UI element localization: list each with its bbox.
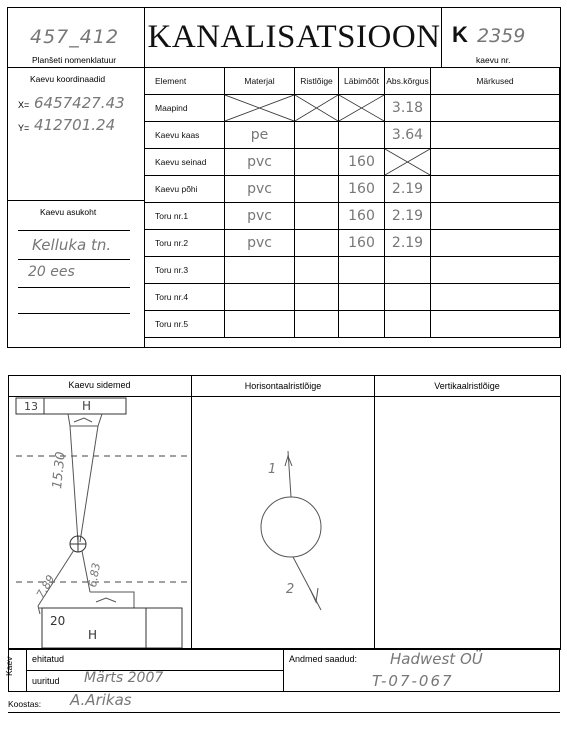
handwritten-value: pe <box>250 127 269 143</box>
header-material: Materjal <box>225 68 295 95</box>
row-cell-labimoot <box>339 230 385 257</box>
well-number-label: kaevu nr. <box>476 55 511 65</box>
row-cell-ristloige <box>295 230 339 257</box>
divider <box>7 200 145 201</box>
row-cell-ristloige <box>295 176 339 203</box>
connections-sketch <box>8 396 191 648</box>
top-house-letter: H <box>82 399 92 413</box>
x-coordinate-value: 6457427.43 <box>34 94 125 112</box>
right-tie-dimension: 6.83 <box>86 561 104 589</box>
main-tie-dimension: 15.30 <box>50 450 69 490</box>
row-cell-markused <box>431 311 560 338</box>
header-diameter: Läbimõõt <box>339 68 385 95</box>
bottom-house-number: 20 <box>50 614 66 628</box>
header-abs-height: Abs.kõrgus <box>385 68 431 95</box>
row-cell-labimoot <box>339 95 385 122</box>
row-cell-abs <box>385 311 431 338</box>
header-cross-section: Ristlõige <box>295 68 339 95</box>
location-line <box>18 259 130 260</box>
table-row <box>145 311 560 338</box>
divider <box>8 648 560 649</box>
row-element-label: Maapind <box>145 95 225 122</box>
row-cell-markused <box>431 95 560 122</box>
row-element-label: Toru nr.3 <box>145 257 225 284</box>
handwritten-value: 3.18 <box>391 100 424 116</box>
divider <box>283 648 284 692</box>
row-cell-abs <box>385 149 431 176</box>
location-street-handwritten: Kelluka tn. <box>32 236 112 254</box>
row-cell-ristloige <box>295 122 339 149</box>
row-cell-materjal <box>225 95 295 122</box>
row-cell-labimoot <box>339 203 385 230</box>
left-tie-dimension: 7.89 <box>34 572 58 601</box>
row-element-label: Toru nr.1 <box>145 203 225 230</box>
row-cell-abs <box>385 230 431 257</box>
row-element-label: Toru nr.5 <box>145 311 225 338</box>
horizontal-section-sketch <box>192 396 374 648</box>
row-element-label: Toru nr.2 <box>145 230 225 257</box>
row-cell-ristloige <box>295 257 339 284</box>
coordinates-label: Kaevu koordinaadid <box>30 74 106 84</box>
location-label: Kaevu asukoht <box>40 207 97 217</box>
row-cell-labimoot <box>339 149 385 176</box>
well-number-handwritten: 2359 <box>477 25 526 47</box>
row-cell-materjal <box>225 257 295 284</box>
y-prefix: Y= <box>18 123 30 133</box>
row-cell-abs <box>385 257 431 284</box>
vertical-section-heading: Vertikaalristlõige <box>434 381 500 391</box>
surveyed-date-handwritten: Märts 2007 <box>84 670 164 686</box>
table-row <box>145 122 560 149</box>
table-row <box>145 230 560 257</box>
row-cell-markused <box>431 230 560 257</box>
row-element-label: Kaevu kaas <box>145 122 225 149</box>
row-cell-markused <box>431 149 560 176</box>
location-line <box>18 313 130 314</box>
handwritten-value: pvc <box>247 154 272 170</box>
location-line <box>18 230 130 231</box>
handwritten-value: 160 <box>348 181 375 197</box>
x-prefix: X= <box>18 100 30 110</box>
row-cell-materjal <box>225 230 295 257</box>
table-row <box>145 149 560 176</box>
handwritten-value: 2.19 <box>391 235 424 251</box>
row-cell-labimoot <box>339 284 385 311</box>
row-element-label: Kaevu põhi <box>145 176 225 203</box>
header-remarks: Märkused <box>431 68 560 95</box>
row-cell-labimoot <box>339 257 385 284</box>
row-cell-abs <box>385 122 431 149</box>
row-cell-materjal <box>225 203 295 230</box>
row-cell-materjal <box>225 284 295 311</box>
row-cell-abs <box>385 95 431 122</box>
handwritten-value: 160 <box>348 154 375 170</box>
handwritten-value: pvc <box>247 235 272 251</box>
table-row <box>145 95 560 122</box>
row-cell-markused <box>431 284 560 311</box>
row-cell-materjal <box>225 149 295 176</box>
row-cell-ristloige <box>295 203 339 230</box>
pipe-2-label: 2 <box>286 582 295 597</box>
row-cell-abs <box>385 284 431 311</box>
page-title: KANALISATSIOON <box>147 19 441 55</box>
handwritten-value: 2.19 <box>391 181 424 197</box>
data-source-reference: T-07-067 <box>372 672 454 690</box>
well-prefix: K <box>452 22 468 47</box>
row-cell-abs <box>385 203 431 230</box>
divider <box>7 67 145 68</box>
location-detail-handwritten: 20 ees <box>28 264 75 280</box>
handwritten-value: 160 <box>348 208 375 224</box>
compiled-by-handwritten: A.Arikas <box>70 691 132 709</box>
data-source-label: Andmed saadud: <box>289 654 358 664</box>
sheet-number-handwritten: 457_412 <box>30 26 120 48</box>
handwritten-value: pvc <box>247 208 272 224</box>
row-cell-markused <box>431 257 560 284</box>
table-row <box>145 257 560 284</box>
row-cell-ristloige <box>295 95 339 122</box>
horizontal-section-heading: Horisontaalristlõige <box>244 381 322 391</box>
y-coordinate-value: 412701.24 <box>34 116 116 134</box>
row-element-label: Kaevu seinad <box>145 149 225 176</box>
row-cell-abs <box>385 176 431 203</box>
row-cell-labimoot <box>339 176 385 203</box>
well-elements-table <box>144 67 560 338</box>
connections-heading: Kaevu sidemed <box>68 380 131 390</box>
row-cell-markused <box>431 203 560 230</box>
header-element: Element <box>145 68 225 95</box>
table-row <box>145 176 560 203</box>
built-label: ehitatud <box>32 654 65 664</box>
divider <box>374 375 375 649</box>
row-cell-markused <box>431 176 560 203</box>
row-cell-ristloige <box>295 284 339 311</box>
row-cell-labimoot <box>339 311 385 338</box>
pipe-1-label: 1 <box>268 462 277 477</box>
surveyed-label: uuritud <box>32 676 60 686</box>
handwritten-value: 3.64 <box>391 127 424 143</box>
table-header-row <box>145 68 560 95</box>
table-row <box>145 284 560 311</box>
row-element-label: Toru nr.4 <box>145 284 225 311</box>
row-cell-ristloige <box>295 311 339 338</box>
bottom-house-letter: H <box>88 628 98 642</box>
data-source-company: Hadwest OÜ <box>390 650 483 668</box>
row-cell-markused <box>431 122 560 149</box>
handwritten-value: 2.19 <box>391 208 424 224</box>
handwritten-value: pvc <box>247 181 272 197</box>
well-section-label: Kaev <box>4 656 14 676</box>
divider <box>559 648 560 692</box>
row-cell-labimoot <box>339 122 385 149</box>
compiled-by-label: Koostas: <box>8 699 42 709</box>
table-row <box>145 203 560 230</box>
location-line <box>18 287 130 288</box>
table-body <box>145 95 560 338</box>
handwritten-value: 160 <box>348 235 375 251</box>
row-cell-materjal <box>225 176 295 203</box>
row-cell-materjal <box>225 122 295 149</box>
pipe-cross-section-circle <box>261 497 321 557</box>
row-cell-ristloige <box>295 149 339 176</box>
top-house-number: 13 <box>24 400 38 413</box>
divider <box>8 712 560 713</box>
row-cell-materjal <box>225 311 295 338</box>
sheet-number-label: Planšeti nomenklatuur <box>32 55 117 65</box>
